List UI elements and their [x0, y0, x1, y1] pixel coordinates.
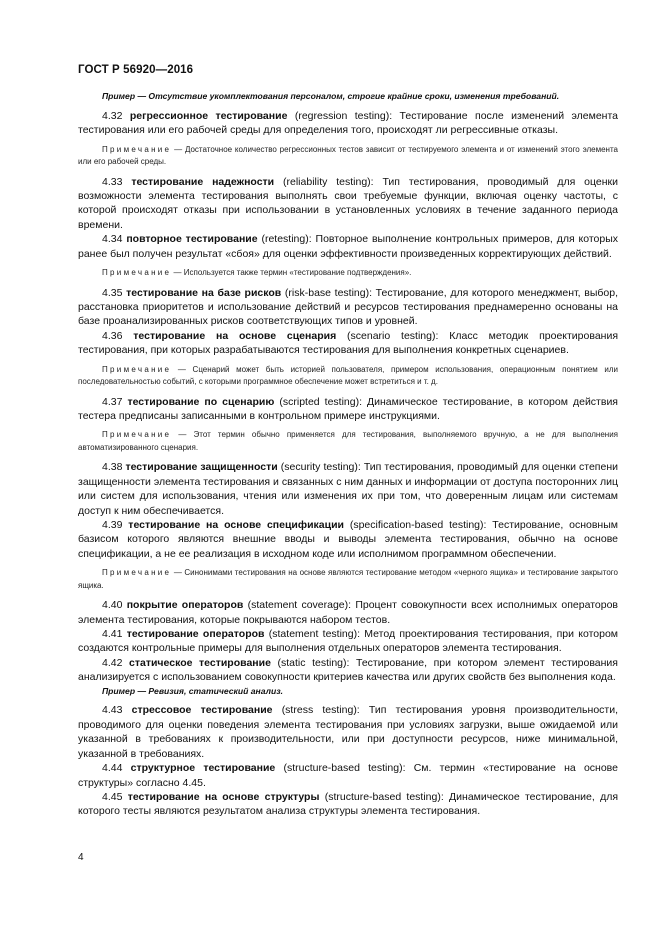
clause-number: 4.40: [102, 599, 123, 612]
definition-paragraph: [78, 790, 618, 819]
definition-text: (scenario testing): Класс методик проектирования тестирования, при которых разрабатываются тестирования для выполнения конкретных сценариев.: [78, 329, 619, 357]
definition-paragraph: [78, 761, 618, 790]
term: тестирование операторов: [126, 628, 265, 641]
note-text: — Этот термин обычно применяется для тестирования, выполняемого вручную, а не для выполнения автоматизированного сценария.: [78, 430, 618, 452]
term: тестирование защищенности: [125, 461, 278, 474]
definition-text: (structure-based testing): См. термин «тестирование на основе структуры» согласно 4.45.: [78, 762, 618, 789]
definition-text: (statement testing): Метод проектирования тестирования, при котором создаются контрольные примеры для выполнения отдельных операторов элемента тестирования.: [78, 628, 619, 655]
definition-paragraph: [78, 518, 618, 561]
note-paragraph: [78, 429, 618, 454]
note-label: Примечание: [102, 568, 172, 578]
term: статическое тестирование: [129, 656, 271, 669]
definition-text: (regression testing): Тестирование после изменений элемента тестирования или его рабочей среды для определения того, происходят ли регрессивные отказы.: [78, 109, 618, 137]
example-paragraph: Пример — Отсутствие укомплектования персоналом, строгие крайние сроки, изменения требований.: [102, 91, 560, 101]
clause-number: 4.34: [102, 233, 123, 246]
clause-number: 4.36: [102, 329, 123, 342]
term: структурное тестирование: [130, 762, 276, 775]
document-header: ГОСТ Р 56920—2016: [78, 64, 194, 76]
term: тестирование на основе структуры: [127, 790, 320, 803]
note-text: — Синонимами тестирования на основе являются тестирование методом «черного ящика» и тестирование закрытого ящика.: [78, 568, 618, 590]
definition-paragraph: [78, 175, 618, 233]
clause-number: 4.41: [102, 628, 123, 641]
definition-text: (scripted testing): Динамическое тестирование, в котором действия тестера предписаны записанными в контрольном примере инструкциями.: [78, 395, 618, 422]
definition-text: (specification-based testing): Тестирование, основным базисом которого являются внешние вводы и выводы элемента тестирования, обычно на основе спецификации, а не ее реализация в исходном коде или исполнимом программном обеспечении.: [78, 519, 618, 560]
definition-paragraph: [78, 329, 618, 358]
term: регрессионное тестирование: [129, 109, 288, 122]
note-label: Примечание: [102, 144, 172, 154]
term: повторное тестирование: [126, 233, 258, 246]
note-paragraph: [78, 364, 618, 389]
note-text: — Сценарий может быть историей пользователя, примером использования, операционным понятием или последовательностью событий, с которыми программное обеспечение может встретиться и т. д.: [78, 364, 618, 387]
term: стрессовое тестирование: [131, 704, 273, 717]
clause-number: 4.38: [102, 461, 123, 474]
definition-paragraph: [78, 286, 618, 329]
definition-text: (static testing): Тестирование, при котором элемент тестирования анализируется с использованием совокупности критериев качества или других свойств без выполнения кода.: [78, 656, 618, 684]
clause-number: 4.45: [102, 790, 123, 803]
definition-paragraph: [78, 627, 618, 656]
example-paragraph: Пример — Ревизия, статический анализ.: [102, 685, 283, 696]
note-label: Примечание: [102, 430, 172, 440]
definition-text: (stress testing): Тип тестирования уровня производительности, проводимого для оценки поведения элемента тестирования при условиях загрузки, выше ожидаемой или указанной в требованиях к производительности, или при доступности ресурсов, ниже минимальной, указанной в требованиях.: [78, 704, 619, 760]
document-body: [78, 90, 618, 819]
definition-paragraph: [78, 656, 618, 685]
term: тестирование на базе рисков: [126, 286, 282, 299]
clause-number: 4.37: [102, 395, 123, 408]
definition-paragraph: [78, 232, 618, 261]
note-label: Примечание: [102, 268, 172, 278]
note-paragraph: [78, 267, 618, 280]
term: тестирование надежности: [131, 175, 275, 188]
definition-text: (statement coverage): Процент совокупности всех исполнимых операторов элемента тестирования, которые покрываются набором тестов.: [78, 599, 619, 626]
definition-text: (risk-base testing): Тестирование, для которого менеджмент, выбор, расстановка приоритетов и использование действий и ресурсов тестирования преднамеренно основаны на базе проанализированных рисков соответствующих типов и уровней.: [78, 286, 618, 328]
definition-paragraph: [78, 395, 618, 424]
note-paragraph: [78, 144, 618, 169]
clause-number: 4.39: [102, 519, 123, 532]
definition-paragraph: [78, 460, 618, 518]
note-paragraph: [78, 567, 618, 592]
clause-number: 4.43: [102, 704, 123, 717]
term: тестирование на основе сценария: [133, 329, 337, 342]
definition-text: (structure-based testing): Динамическое тестирование, для которого тесты являются результатом анализа структуры элемента тестирования.: [78, 790, 619, 818]
page-number: 4: [78, 852, 84, 863]
term: тестирование на основе спецификации: [128, 519, 344, 532]
term: тестирование по сценарию: [127, 395, 275, 408]
clause-number: 4.42: [102, 656, 123, 669]
definition-text: (retesting): Повторное выполнение контрольных примеров, для которых ранее был получен результат «сбоя» для оценки эффективности произведенных корректирующих действий.: [78, 233, 618, 260]
note-text: — Используется также термин «тестирование подтверждения».: [171, 268, 412, 278]
definition-paragraph: [78, 109, 618, 138]
definition-text: (security testing): Тип тестирования, проводимый для оценки степени защищенности элемента тестирования и связанных с ним данных и информации от доступа посторонних лиц или систем для использования, чтения или изменения их при том, что доверенным лицам или системам доступ к ним обеспечивается.: [78, 461, 618, 517]
definition-paragraph: [78, 703, 618, 761]
note-text: — Достаточное количество регрессионных тестов зависит от тестируемого элемента и от изменений этого элемента или его рабочей среды.: [78, 144, 618, 167]
note-label: Примечание: [102, 364, 172, 374]
clause-number: 4.32: [102, 109, 123, 122]
term: покрытие операторов: [126, 599, 244, 612]
clause-number: 4.35: [102, 286, 123, 299]
clause-number: 4.33: [102, 175, 123, 188]
definition-paragraph: [78, 598, 618, 627]
clause-number: 4.44: [102, 762, 123, 775]
definition-text: (reliability testing): Тип тестирования, проводимый для оценки возможности элемента тестирования выполнять свои требуемые функции, включая оценку частоты, с которой происходят отказы при использовании в установленных условиях в течение заданного периода времени.: [78, 175, 618, 231]
